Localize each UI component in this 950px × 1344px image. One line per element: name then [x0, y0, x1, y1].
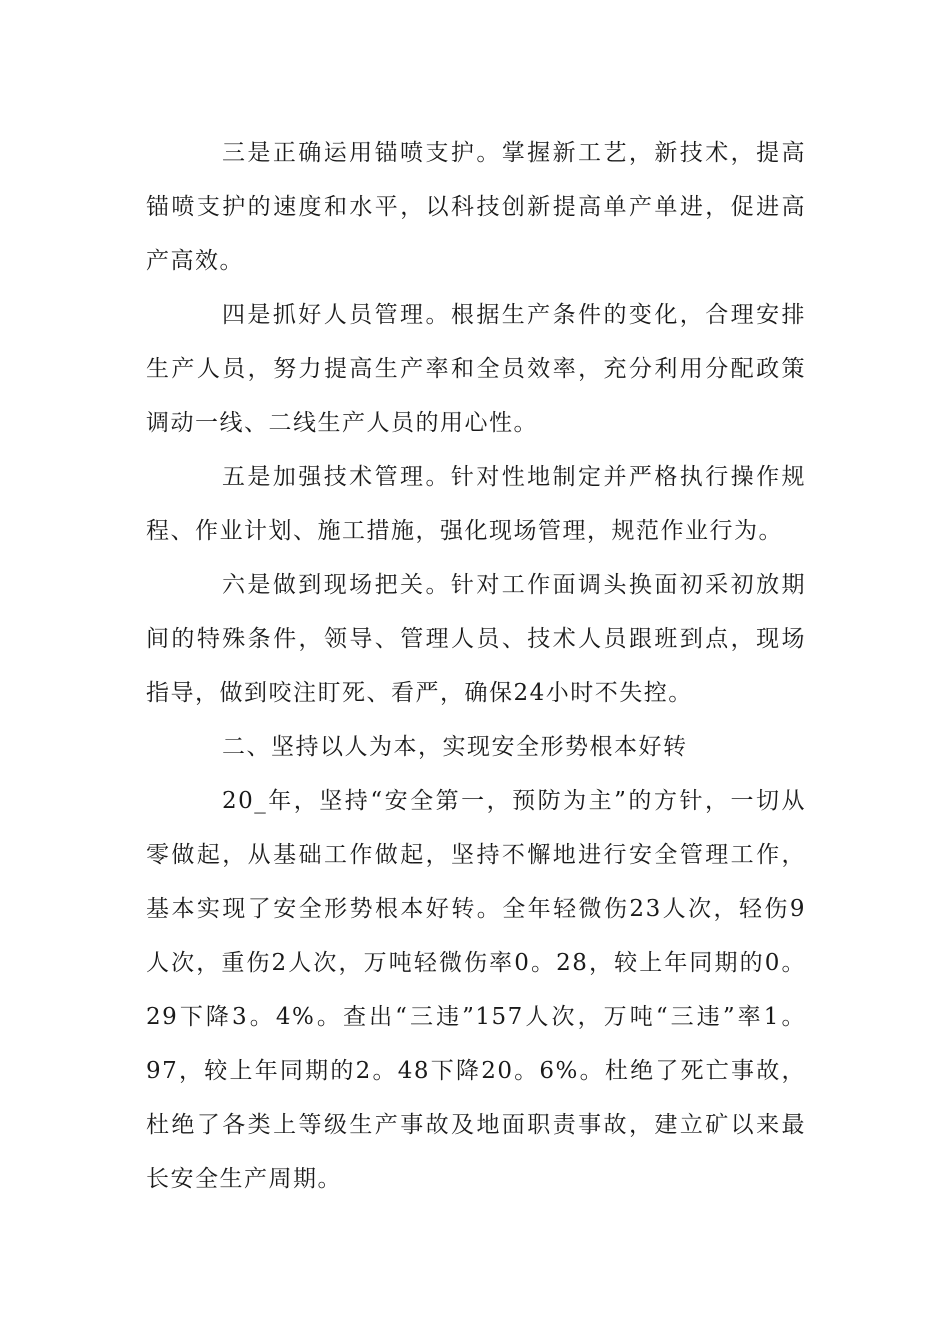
document-body [146, 126, 806, 1206]
paragraph-anquan-xingshi: 20_年，坚持“安全第一，预防为主”的方针，一切从零做起，从基础工作做起，坚持不懈地进行安全管理工作，基本实现了安全形势根本好转。全年轻微伤23人次，轻伤9人次，重伤2人次，万吨轻微伤率0。28，较上年同期的0。29下降3。4%。查出“三违”157人次，万吨“三违”率1。97，较上年同期的2。48下降20。6%。杜绝了死亡事故，杜绝了各类上等级生产事故及地面职责事故，建立矿以来最长安全生产周期。 [146, 788, 806, 1192]
section-heading-anquan: 二、坚持以人为本，实现安全形势根本好转 [222, 734, 688, 760]
paragraph-jishu-guanli: 五是加强技术管理。针对性地制定并严格执行操作规程、作业计划、施工措施，强化现场管理，规范作业行为。 [146, 464, 806, 544]
paragraph-anpen-zhihu: 三是正确运用锚喷支护。掌握新工艺，新技术，提高锚喷支护的速度和水平，以科技创新提高单产单进，促进高产高效。 [146, 140, 806, 274]
paragraph-xianchang-baguan: 六是做到现场把关。针对工作面调头换面初采初放期间的特殊条件，领导、管理人员、技术人员跟班到点，现场指导，做到咬注盯死、看严，确保24小时不失控。 [146, 572, 806, 706]
paragraph-renyuan-guanli: 四是抓好人员管理。根据生产条件的变化，合理安排生产人员，努力提高生产率和全员效率，充分利用分配政策调动一线、二线生产人员的用心性。 [146, 302, 806, 436]
